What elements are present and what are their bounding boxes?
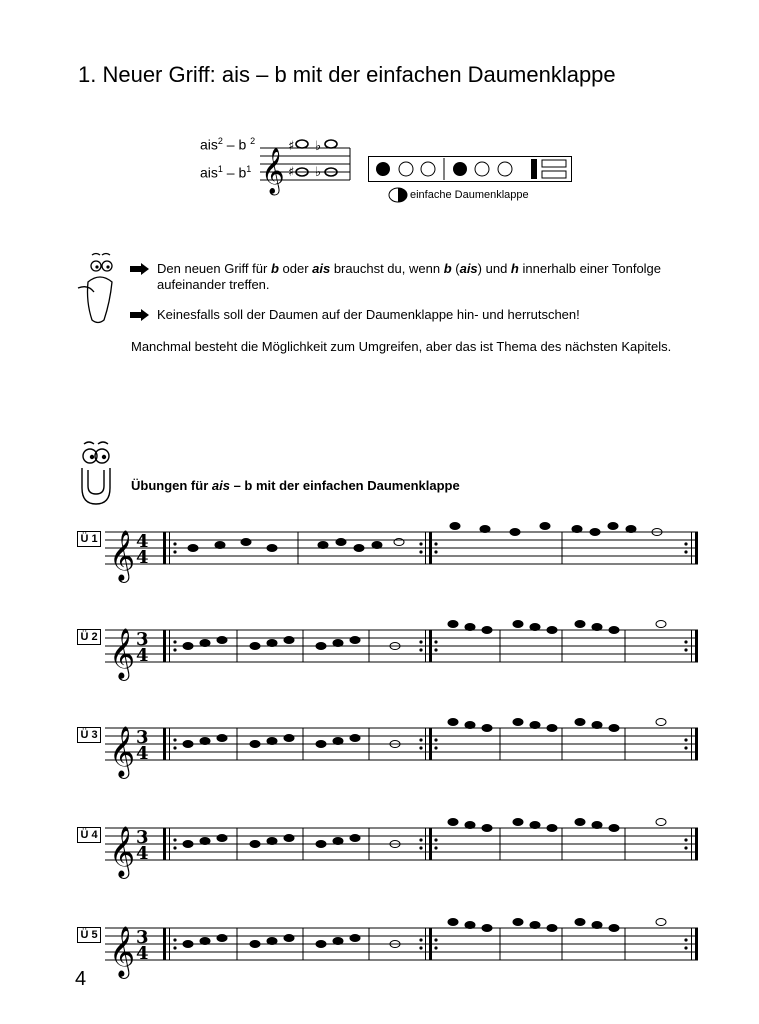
- note-head: [590, 529, 600, 536]
- barline: [429, 532, 432, 564]
- note-head: [547, 627, 557, 634]
- note-head: [656, 621, 666, 628]
- octave-sup: 2: [217, 136, 223, 146]
- repeat-dot: [173, 640, 176, 643]
- svg-text:♯: ♯: [288, 139, 295, 154]
- note-head: [183, 643, 193, 650]
- note-head: [217, 735, 227, 742]
- dash: – b: [222, 164, 247, 181]
- note-head: [200, 640, 210, 647]
- time-signature-digit: 4: [136, 743, 149, 764]
- time-signature-digit: 4: [136, 645, 149, 666]
- note-head: [609, 627, 619, 634]
- note-head: [575, 719, 585, 726]
- note-head: [350, 935, 360, 942]
- note-head: [284, 935, 294, 942]
- note-head: [250, 741, 260, 748]
- note-head: [572, 526, 582, 533]
- repeat-dot: [173, 738, 176, 741]
- barline: [695, 928, 698, 960]
- note-head: [609, 825, 619, 832]
- barline: [163, 630, 166, 662]
- note-head: [450, 523, 460, 530]
- exercise-staff: [105, 714, 698, 777]
- barline: [429, 928, 432, 960]
- svg-text:♭: ♭: [315, 139, 322, 154]
- note-head: [200, 738, 210, 745]
- time-signature-digit: 3: [136, 827, 149, 848]
- fingering-notes-staff: [258, 132, 358, 192]
- repeat-dot: [419, 846, 422, 849]
- note-head: [592, 624, 602, 631]
- note-head: [217, 835, 227, 842]
- repeat-dot: [419, 738, 422, 741]
- treble-clef-icon: 𝄞: [109, 726, 136, 777]
- note-head: [200, 838, 210, 845]
- repeat-dot: [684, 648, 687, 651]
- note-head: [465, 624, 475, 631]
- barline: [163, 532, 166, 564]
- repeat-dot: [434, 648, 437, 651]
- note-head: [336, 539, 346, 546]
- note-head: [217, 935, 227, 942]
- note-head: [626, 526, 636, 533]
- exercise-heading-prefix: Übungen für: [131, 478, 212, 493]
- note-head: [200, 938, 210, 945]
- barline: [169, 532, 170, 564]
- dash: – b: [222, 136, 251, 153]
- note-head: [316, 941, 326, 948]
- time-signature-digit: 4: [136, 943, 149, 964]
- exercise-heading: [131, 478, 460, 493]
- repeat-dot: [684, 938, 687, 941]
- note-head: [183, 941, 193, 948]
- note-head: [513, 719, 523, 726]
- repeat-dot: [434, 838, 437, 841]
- time-signature-digit: 4: [136, 547, 149, 568]
- repeat-dot: [684, 550, 687, 553]
- octave-sup-2: 2: [250, 136, 256, 146]
- barline: [695, 532, 698, 564]
- repeat-dot: [419, 938, 422, 941]
- note-head: [250, 841, 260, 848]
- barline: [425, 630, 426, 662]
- barline: [163, 728, 166, 760]
- note-head: [333, 938, 343, 945]
- note-head: [354, 545, 364, 552]
- note-head: [482, 627, 492, 634]
- note-head: [608, 523, 618, 530]
- note-head: [482, 825, 492, 832]
- note-head: [448, 919, 458, 926]
- exercise-label: Ü 3: [77, 727, 101, 743]
- note-head: [267, 545, 277, 552]
- note-head: [513, 621, 523, 628]
- exercise-label: Ü 5: [77, 927, 101, 943]
- barline: [425, 928, 426, 960]
- barline: [429, 630, 432, 662]
- repeat-dot: [684, 946, 687, 949]
- repeat-dot: [419, 550, 422, 553]
- note-head: [250, 643, 260, 650]
- barline: [691, 928, 692, 960]
- repeat-dot: [419, 946, 422, 949]
- barline: [695, 828, 698, 860]
- time-signature-digit: 3: [136, 629, 149, 650]
- repeat-dot: [434, 938, 437, 941]
- note-head: [656, 919, 666, 926]
- repeat-dot: [173, 946, 176, 949]
- barline: [163, 828, 166, 860]
- barline: [695, 728, 698, 760]
- repeat-dot: [173, 648, 176, 651]
- note-head: [284, 735, 294, 742]
- note-head: [547, 725, 557, 732]
- note-head: [183, 741, 193, 748]
- repeat-dot: [434, 542, 437, 545]
- exercise-label: Ü 2: [77, 629, 101, 645]
- note-head: [350, 835, 360, 842]
- fingering-label-lower: [200, 164, 251, 181]
- note-head: [530, 822, 540, 829]
- repeat-dot: [173, 838, 176, 841]
- repeat-dot: [684, 640, 687, 643]
- note-head: [448, 719, 458, 726]
- note-head: [448, 819, 458, 826]
- note-head: [575, 819, 585, 826]
- arrow-icon: [130, 309, 150, 321]
- note-head: [592, 922, 602, 929]
- note-head: [513, 919, 523, 926]
- exercise-label: Ü 4: [77, 827, 101, 843]
- note-head: [575, 621, 585, 628]
- repeat-dot: [419, 746, 422, 749]
- note-head: [465, 922, 475, 929]
- arrow-icon: [130, 263, 150, 275]
- repeat-dot: [434, 946, 437, 949]
- barline: [169, 630, 170, 662]
- note-head: [350, 735, 360, 742]
- note-head: [267, 640, 277, 647]
- time-signature-digit: 3: [136, 727, 149, 748]
- note-head: [656, 719, 666, 726]
- repeat-dot: [434, 550, 437, 553]
- note-head: [547, 825, 557, 832]
- note-head: [530, 722, 540, 729]
- note-head: [609, 925, 619, 932]
- note-head: [333, 640, 343, 647]
- exercise-heading-suffix: – b mit der einfachen Daumenklappe: [229, 478, 460, 493]
- note-text: Manchmal besteht die Möglichkeit zum Umgreifen, aber das ist Thema des nächsten Kapitels.: [131, 339, 672, 354]
- treble-clef-icon: 𝄞: [109, 826, 136, 877]
- note-head: [350, 637, 360, 644]
- note-head: [250, 941, 260, 948]
- exercise-heading-note: ais: [211, 478, 230, 493]
- barline: [691, 728, 692, 760]
- note-head: [547, 925, 557, 932]
- treble-clef-icon: 𝄞: [109, 926, 136, 977]
- repeat-dot: [419, 838, 422, 841]
- note-head: [267, 938, 277, 945]
- thumb-key-icon: [388, 187, 408, 203]
- barline: [169, 828, 170, 860]
- note-head: [465, 822, 475, 829]
- repeat-dot: [684, 542, 687, 545]
- note-head: [316, 841, 326, 848]
- page-number: 4: [75, 968, 87, 990]
- repeat-dot: [434, 846, 437, 849]
- note-head: [183, 841, 193, 848]
- repeat-dot: [173, 746, 176, 749]
- barline: [691, 532, 692, 564]
- note-head: [465, 722, 475, 729]
- note-head: [482, 925, 492, 932]
- note-head: [318, 542, 328, 549]
- time-signature-digit: 3: [136, 927, 149, 948]
- barline: [425, 828, 426, 860]
- note-head: [267, 738, 277, 745]
- note-head: [241, 539, 251, 546]
- note-head: [316, 741, 326, 748]
- note-head: [656, 819, 666, 826]
- exercise-label: Ü 1: [77, 531, 101, 547]
- barline: [425, 728, 426, 760]
- repeat-dot: [173, 542, 176, 545]
- repeat-dot: [419, 648, 422, 651]
- barline: [163, 928, 166, 960]
- barline: [169, 928, 170, 960]
- note-head: [316, 643, 326, 650]
- note-head: [333, 738, 343, 745]
- repeat-dot: [173, 550, 176, 553]
- barline: [691, 630, 692, 662]
- tip-2: Keinesfalls soll der Daumen auf der Daumenklappe hin- und herrutschen!: [157, 307, 580, 322]
- note-head: [592, 822, 602, 829]
- note-head: [609, 725, 619, 732]
- note-head: [510, 529, 520, 536]
- mascot-face-icon: [76, 440, 116, 508]
- note-head: [215, 542, 225, 549]
- note-head: [267, 838, 277, 845]
- repeat-dot: [434, 738, 437, 741]
- octave-sup: 1: [217, 164, 223, 174]
- time-signature-digit: 4: [136, 531, 149, 552]
- mascot-face-icon: [70, 252, 120, 327]
- tip-1: Den neuen Griff für b oder ais brauchst du, wenn b (ais) und h innerhalb einer Tonfolge aufeinander treffen.: [157, 261, 662, 292]
- page-title: 1. Neuer Griff: ais – b mit der einfachen Daumenklappe: [78, 62, 616, 87]
- thumb-key-caption: einfache Daumenklappe: [410, 189, 529, 201]
- repeat-dot: [419, 640, 422, 643]
- repeat-dot: [684, 846, 687, 849]
- repeat-dot: [434, 640, 437, 643]
- note-name: ais: [200, 164, 218, 181]
- treble-clef-icon: 𝄞: [261, 148, 285, 194]
- barline: [695, 630, 698, 662]
- note-head: [575, 919, 585, 926]
- note-head: [592, 722, 602, 729]
- repeat-dot: [434, 746, 437, 749]
- treble-clef-icon: 𝄞: [109, 628, 136, 679]
- svg-text:♯: ♯: [288, 165, 295, 180]
- exercise-staff: [105, 616, 698, 679]
- note-head: [482, 725, 492, 732]
- exercise-staff: [105, 814, 698, 877]
- repeat-dot: [173, 938, 176, 941]
- barline: [425, 532, 426, 564]
- svg-text:♭: ♭: [315, 165, 322, 180]
- repeat-dot: [173, 846, 176, 849]
- treble-clef-icon: 𝄞: [109, 530, 136, 581]
- exercise-staff: [105, 914, 698, 977]
- note-name: ais: [200, 136, 218, 153]
- note-head: [284, 637, 294, 644]
- note-head: [530, 922, 540, 929]
- time-signature-digit: 4: [136, 843, 149, 864]
- exercise-staff: [105, 518, 698, 581]
- note-head: [217, 637, 227, 644]
- note-head: [333, 838, 343, 845]
- note-head: [188, 545, 198, 552]
- barline: [691, 828, 692, 860]
- note-head: [284, 835, 294, 842]
- fingering-label-upper: [200, 136, 255, 153]
- barline: [429, 828, 432, 860]
- repeat-dot: [419, 542, 422, 545]
- barline: [429, 728, 432, 760]
- note-head: [480, 526, 490, 533]
- note-head: [372, 542, 382, 549]
- repeat-dot: [684, 746, 687, 749]
- note-head: [530, 624, 540, 631]
- octave-sup-2: 1: [246, 164, 252, 174]
- repeat-dot: [684, 738, 687, 741]
- barline: [169, 728, 170, 760]
- note-head: [448, 621, 458, 628]
- fingering-diagram: [368, 156, 573, 182]
- note-head: [513, 819, 523, 826]
- repeat-dot: [684, 838, 687, 841]
- note-head: [540, 523, 550, 530]
